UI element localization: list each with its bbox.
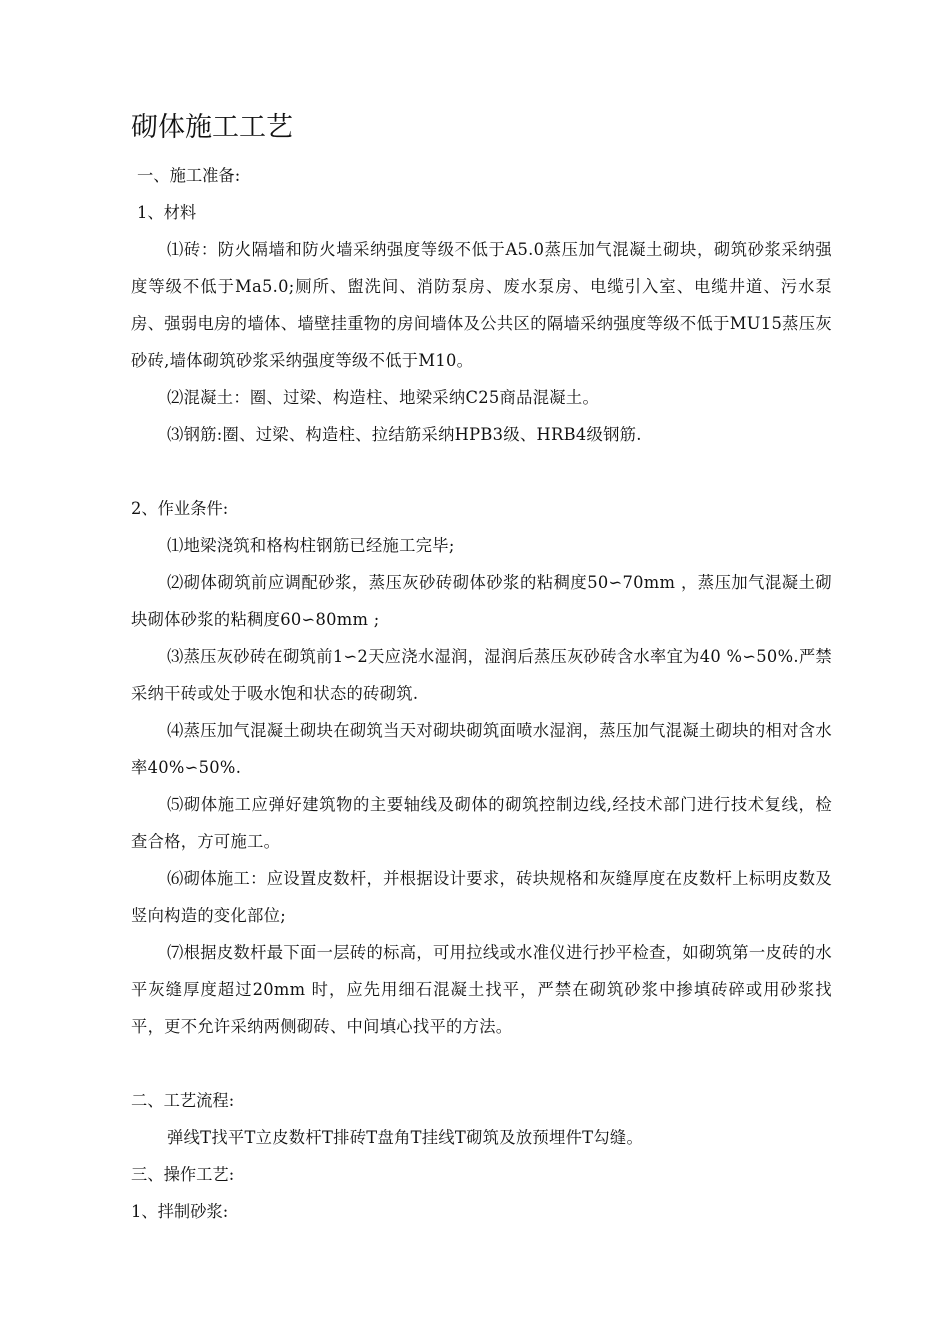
paragraph-condition-3: ⑶蒸压灰砂砖在砌筑前1∽2天应浇水湿润，湿润后蒸压灰砂砖含水率宜为40 %∽50%.严禁采纳干砖或处于吸水饱和状态的砖砌筑. (131, 647, 832, 703)
paragraph-process-flow: 弹线T找平T立皮数杆T排砖T盘角T挂线T砌筑及放预埋件T勾缝。 (167, 1128, 644, 1147)
paragraph-condition-6: ⑹砌体施工：应设置皮数杆，并根据设计要求，砖块规格和灰缝厚度在皮数杆上标明皮数及竖向构造的变化部位; (131, 869, 832, 925)
paragraph-condition-5: ⑸砌体施工应弹好建筑物的主要轴线及砌体的砌筑控制边线,经技术部门进行技术复线，检查合格，方可施工。 (131, 795, 832, 851)
subsection-heading-materials: 1、材料 (137, 203, 197, 222)
subsection-heading-conditions: 2、作业条件: (131, 499, 229, 518)
section-heading-operations: 三、操作工艺: (131, 1165, 235, 1184)
page-title: 砌体施工工艺 (131, 112, 293, 143)
section-heading-preparation: 一、施工准备: (137, 166, 241, 185)
paragraph-material-rebar: ⑶钢筋:圈、过梁、构造柱、拉结筋采纳HPB3级、HRB4级钢筋. (167, 425, 642, 444)
subsection-heading-mortar: 1、拌制砂浆: (131, 1202, 229, 1221)
section-heading-process-flow: 二、工艺流程: (131, 1091, 235, 1110)
paragraph-material-concrete: ⑵混凝土：圈、过梁、构造柱、地梁采纳C25商品混凝土。 (167, 388, 600, 407)
paragraph-material-brick: ⑴砖：防火隔墙和防火墙采纳强度等级不低于A5.0蒸压加气混凝土砌块，砌筑砂浆采纳强度等级不低于Ma5.0;厕所、盥洗间、消防泵房、废水泵房、电缆引入室、电缆井道、污水泵房、强弱电房的墙体、墙壁挂重物的房间墙体及公共区的隔墙采纳强度等级不低于MU15蒸压灰砂砖,墙体砌筑砂浆采纳强度等级不低于M10。 (131, 240, 832, 370)
paragraph-condition-2: ⑵砌体砌筑前应调配砂浆，蒸压灰砂砖砌体砂浆的粘稠度50∽70mm ，蒸压加气混凝土砌块砌体砂浆的粘稠度60∽80mm ; (131, 573, 832, 629)
paragraph-condition-4: ⑷蒸压加气混凝土砌块在砌筑当天对砌块砌筑面喷水湿润，蒸压加气混凝土砌块的相对含水率40%∽50%. (131, 721, 832, 777)
paragraph-condition-7: ⑺根据皮数杆最下面一层砖的标高，可用拉线或水准仪进行抄平检查，如砌筑第一皮砖的水平灰缝厚度超过20mm 时，应先用细石混凝土找平，严禁在砌筑砂浆中掺填砖碎或用砂浆找平，更不允许采纳两侧砌砖、中间填心找平的方法。 (131, 943, 832, 1036)
paragraph-condition-1: ⑴地梁浇筑和格构柱钢筋已经施工完毕; (167, 536, 455, 555)
